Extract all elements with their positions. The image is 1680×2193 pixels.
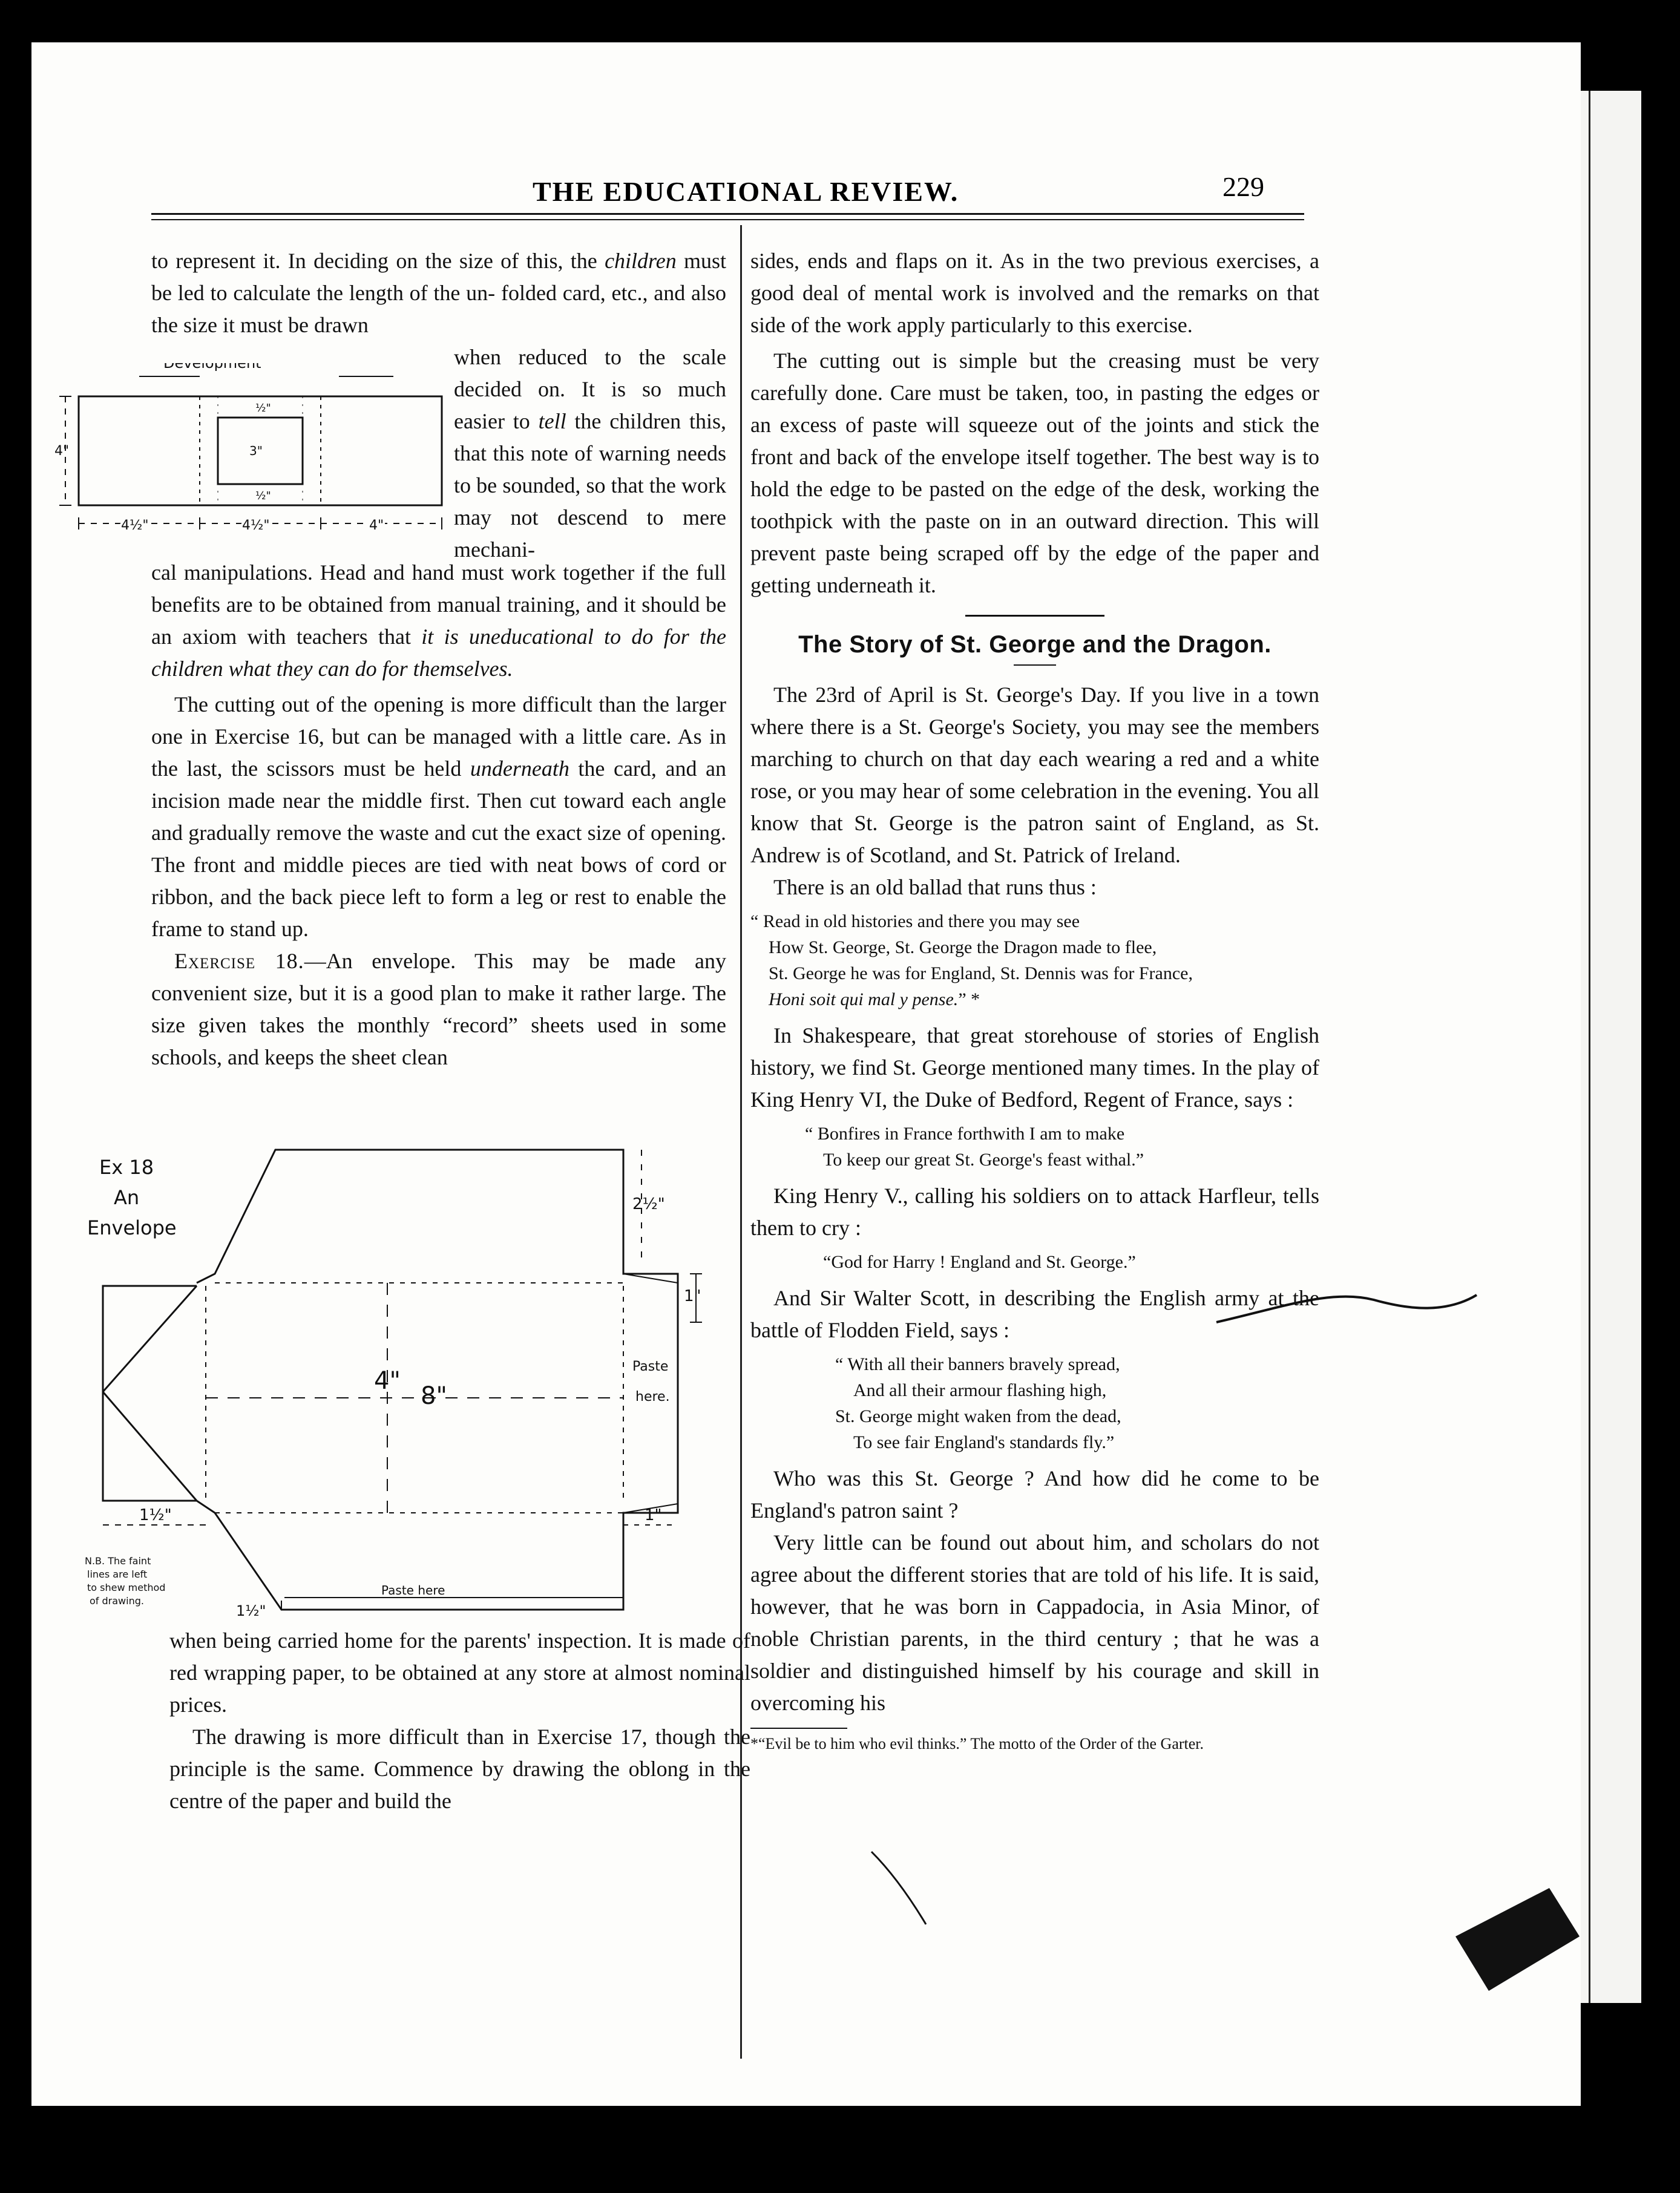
henry6-verse: “ Bonfires in France forthwith I am to make To keep our great St. George's feast withal.” [805, 1124, 1144, 1170]
exercise-18-paragraph: Exercise 18.—An envelope. This may be made any convenient size, but it is a good plan to make it rather large. The size given takes the monthly “record” sheets used in some schools, and keeps the sheet clean [151, 949, 726, 1069]
text-beside-figure: when reduced to the scale decided on. It is so much easier to tell the children this, that this note of warning needs to be sounded, so that the work may not descend to mere mechani- [454, 345, 726, 562]
env-note-2: lines are left [87, 1569, 148, 1580]
env-dim-top-flap: 2½" [632, 1195, 665, 1213]
env-paste-1: Paste [632, 1359, 669, 1374]
env-paste-bottom: Paste here [381, 1583, 445, 1598]
pen-squiggle [1216, 1295, 1477, 1322]
dev-dim-right: 4" [369, 518, 384, 533]
env-dim-left-bottom: 1½" [139, 1506, 172, 1524]
env-dim-height: 4" [374, 1367, 401, 1395]
envelope-caption-2: An [114, 1186, 140, 1209]
journal-title: THE EDUCATIONAL REVIEW. [533, 176, 959, 207]
henry5-verse: “God for Harry ! England and St. George.” [823, 1252, 1136, 1272]
dev-dim-height: 4" [54, 444, 70, 459]
footnote: *“Evil be to him who evil thinks.” The motto of the Order of the Garter. [750, 1735, 1204, 1752]
ballad-intro: There is an old ballad that runs thus : [773, 875, 1097, 899]
page-number: 229 [1222, 171, 1264, 202]
continued-paragraph: sides, ends and flaps on it. As in the two previous exercises, a good deal of mental work is involved and the remarks on that side of the work apply particularly to this exercise. [750, 249, 1319, 337]
drawing-paragraph: The drawing is more difficult than in Exercise 17, though the principle is the same. Commence by drawing the oblong in the centre of the paper and build the [169, 1725, 750, 1813]
scott-paragraph: And Sir Walter Scott, in describing the English army at the battle of Flodden Field, says : [750, 1286, 1319, 1342]
who-paragraph: Who was this St. George ? And how did he come to be England's patron saint ? [750, 1466, 1319, 1523]
dev-dim-mid: 4½" [242, 518, 270, 533]
dev-dim-bottom: ½" [255, 490, 271, 502]
pen-stroke [871, 1852, 926, 1924]
story-title: The Story of St. George and the Dragon. [798, 631, 1271, 658]
scott-verse: “ With all their banners bravely spread, And all their armour flashing high, St. George might waken from the dead, To see fair England's standards fly.” [835, 1354, 1121, 1452]
ballad-verse: “ Read in old histories and there you may see How St. George, St. George the Dragon made to flee, St. George he was for England, St. Dennis was for France, Honi soit qui mal y pense.” * [750, 911, 1193, 1009]
env-note-3: to shew method [87, 1582, 166, 1593]
dev-dim-top: ½" [255, 402, 271, 415]
creasing-paragraph: The cutting out is simple but the creasing must be very carefully done. Care must be taken, too, in pasting the edges or an excess of paste will squeeze out of the joints and stick the front and back of the envelope itself together. The best way is to hold the edge to be pasted on the edge of the desk, working the toothpick with the paste on in an outward direction. This will prevent paste being scraped off by the edge of the paper and getting underneath it. [750, 349, 1319, 597]
env-dim-width: 8" [421, 1382, 447, 1410]
env-dim-bottom-left: 1½" [236, 1602, 266, 1616]
env-note-4: of drawing. [90, 1595, 144, 1607]
carried-home-paragraph: when being carried home for the parents' inspection. It is made of red wrapping paper, to be obtained at any store at almost nominal prices. [169, 1628, 750, 1717]
dev-dim-inner: 3" [249, 444, 263, 458]
env-note-1: N.B. The faint [85, 1555, 151, 1567]
april-paragraph: The 23rd of April is St. George's Day. If you live in a town where there is a St. George's Society, you may see the members marching to church on that day each wearing a red and a white rose, or you may hear of some celebration in the evening. You all know that St. George is the patron saint of England, as St. Andrew is of Scotland, and St. Patrick of Ireland. [750, 683, 1319, 867]
manipulation-paragraph: cal manipulations. Head and hand must work together if the full benefits are to be obtained from manual training, and it should be an axiom with teachers that it is uneducational to do for the children what they can do for themselves. [151, 560, 726, 681]
envelope-caption-1: Ex 18 [99, 1156, 154, 1179]
shakespeare-paragraph: In Shakespeare, that great storehouse of stories of English history, we find St. George mentioned many times. In the play of King Henry VI, the Duke of Bedford, Regent of France, says : [750, 1023, 1319, 1112]
envelope-caption-3: Envelope [87, 1216, 177, 1239]
env-dim-right-bottom: 1" [645, 1506, 662, 1524]
cutting-paragraph: The cutting out of the opening is more difficult than the larger one in Exercise 16, but can be managed with a little care. As in the last, the scissors must be held underneath the card, and an incision made near the middle first. Then cut toward each angle and gradually remove the waste and cut the exact size of opening. The front and middle pieces are tied with neat bows of cord or ribbon, and the back piece left to form a leg or rest to enable the frame to stand up. [151, 692, 726, 941]
development-title: Development [163, 363, 261, 372]
pen-shadow [1455, 1888, 1580, 1991]
henry5-paragraph: King Henry V., calling his soldiers on to attack Harfleur, tells them to cry : [750, 1184, 1319, 1240]
env-dim-right-flap: 1" [684, 1287, 701, 1305]
dev-dim-left: 4½" [121, 518, 149, 533]
intro-paragraph: to represent it. In deciding on the size of this, the children must be led to calculate the length of the un- folded card, etc., and also the size it must be drawn [151, 249, 727, 337]
env-paste-2: here. [635, 1389, 670, 1405]
little-paragraph: Very little can be found out about him, and scholars do not agree about the different stories that are told of his life. It is said, however, that he was born in Cappadocia, in Asia Minor, of noble Christian parents, in the third century ; that he was a soldier and distinguished himself by his courage and skill in overcoming his [750, 1530, 1319, 1715]
